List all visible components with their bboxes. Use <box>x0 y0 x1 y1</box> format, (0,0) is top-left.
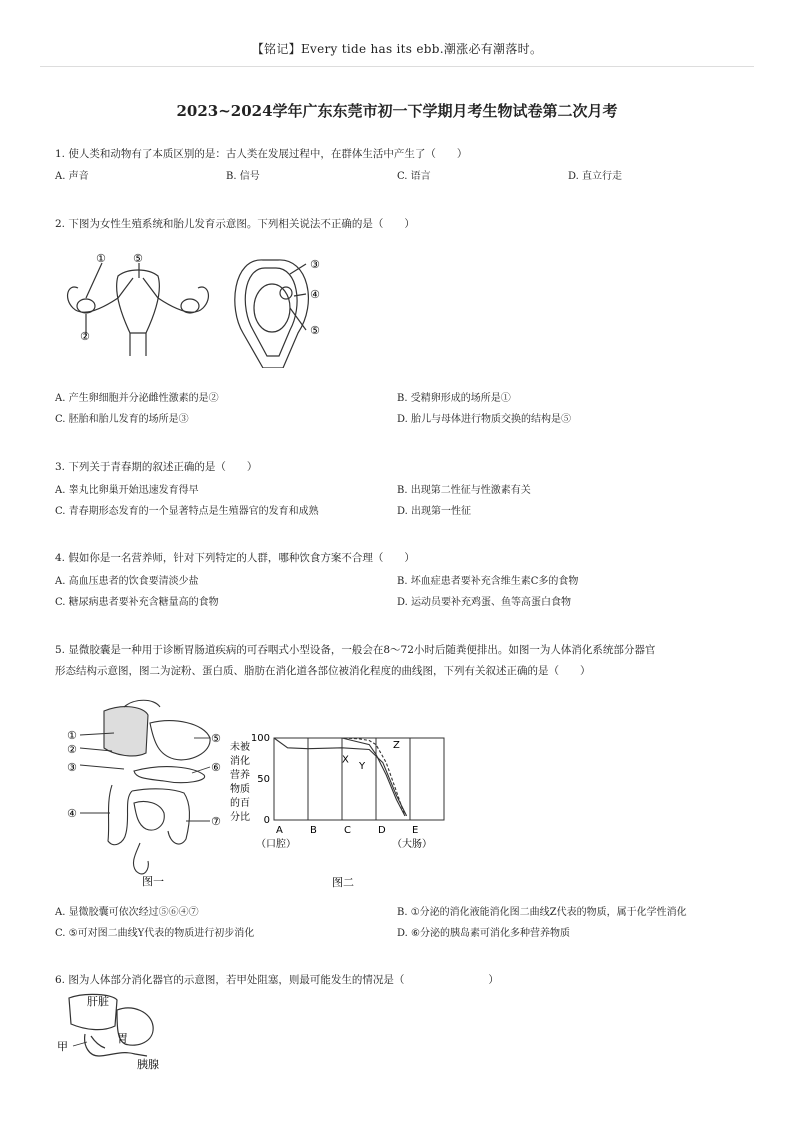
q2-option-c[interactable]: C. 胚胎和胎儿发育的场所是③ <box>55 414 189 425</box>
series-line-y <box>274 738 405 816</box>
q6-label-liver: 肝脏 <box>87 995 109 1008</box>
question-5-stem-line-2: 形态结构示意图，图二为淀粉、蛋白质、脂肪在消化道各部位被消化程度的曲线图，下列有关叙述正确的是（ ） <box>55 665 591 677</box>
x-tick-label: C <box>344 825 351 836</box>
question-2-stem: 2. 下图为女性生殖系统和胎儿发育示意图。下列相关说法不正确的是（ ） <box>55 218 415 230</box>
fetal-development-diagram <box>235 260 309 368</box>
series-label-z: Z <box>393 739 400 751</box>
q1-option-c[interactable]: C. 语言 <box>397 171 431 182</box>
q4-option-d[interactable]: D. 运动员要补充鸡蛋、鱼等高蛋白食物 <box>397 597 572 608</box>
q6-label-stomach: 胃 <box>117 1032 128 1045</box>
q2-option-b[interactable]: B. 受精卵形成的场所是① <box>397 393 511 404</box>
q3-option-a[interactable]: A. 睾丸比卵巢开始迅速发育得早 <box>55 485 199 496</box>
q6-label-pancreas: 胰腺 <box>137 1058 159 1071</box>
exam-title: 2023~2024学年广东东莞市初一下学期月考生物试卷第二次月考 <box>176 102 618 120</box>
y-tick-label: 50 <box>257 774 270 785</box>
x-tick-label: B <box>310 825 317 836</box>
fig1-label-2: ② <box>67 743 77 756</box>
question-5-stem-line-1: 5. 显微胶囊是一种用于诊断胃肠道疾病的可吞咽式小型设备，一般会在8～72小时后随粪便排出。如图一为人体消化系统部分器官 <box>55 644 656 656</box>
fig1-label-4: ④ <box>67 807 77 820</box>
q5-figure-1 <box>64 693 234 893</box>
y-axis-label <box>230 740 250 823</box>
q2-label-5-left: ⑤ <box>133 252 143 265</box>
q4-option-a[interactable]: A. 高血压患者的饮食要清淡少盐 <box>55 576 199 587</box>
y-tick-label: 100 <box>250 733 270 744</box>
motto: 【铭记】Every tide has its ebb.潮涨必有潮落时。 <box>251 42 543 56</box>
series-line-z <box>274 738 405 816</box>
question-3-stem: 3. 下列关于青春期的叙述正确的是（ ） <box>55 461 258 473</box>
x-tick-note: （口腔） <box>256 839 296 850</box>
q2-option-d[interactable]: D. 胎儿与母体进行物质交换的结构是⑤ <box>397 414 572 425</box>
q2-label-5-right: ⑤ <box>310 324 320 337</box>
q2-label-2: ② <box>80 330 90 343</box>
fig1-caption: 图一 <box>142 875 164 888</box>
question-6-stem: 6. 图为人体部分消化器官的示意图，若甲处阻塞，则最可能发生的情况是（ ） <box>55 974 499 986</box>
q5-option-d[interactable]: D. ⑥分泌的胰岛素可消化多种营养物质 <box>397 928 570 939</box>
fig2-caption: 图二 <box>332 876 354 889</box>
q2-label-1: ① <box>96 252 106 265</box>
y-label-line: 物质 <box>230 784 250 795</box>
q1-option-d[interactable]: D. 直立行走 <box>568 171 623 182</box>
q4-option-c[interactable]: C. 糖尿病患者要补充含糖量高的食物 <box>55 597 219 608</box>
q6-figure <box>55 990 175 1078</box>
y-tick-label: 0 <box>263 815 270 826</box>
x-tick-label: D <box>378 825 386 836</box>
plot-area <box>274 738 444 820</box>
y-axis-ticks <box>251 733 270 826</box>
q5-option-b[interactable]: B. ①分泌的消化液能消化图二曲线Z代表的物质，属于化学性消化 <box>397 907 687 918</box>
q2-figure <box>58 248 358 368</box>
q3-option-c[interactable]: C. 青春期形态发育的一个显著特点是生殖器官的发育和成熟 <box>55 506 319 517</box>
series-lines <box>274 738 407 816</box>
series-label-y: Y <box>359 761 366 773</box>
y-label-line: 未被 <box>230 742 250 753</box>
x-tick-label: A <box>276 825 283 836</box>
q5-option-c[interactable]: C. ⑤可对图二曲线Y代表的物质进行初步消化 <box>55 928 255 939</box>
q3-option-b[interactable]: B. 出现第二性征与性激素有关 <box>397 485 531 496</box>
q1-option-a[interactable]: A. 声音 <box>55 171 89 182</box>
y-label-line: 营养 <box>230 770 250 781</box>
q2-label-3: ③ <box>310 258 320 271</box>
q2-label-4: ④ <box>310 288 320 301</box>
x-tick-label: E <box>412 825 419 836</box>
fig1-label-5: ⑤ <box>211 732 221 745</box>
y-label-line: 消化 <box>230 756 250 767</box>
q3-option-d[interactable]: D. 出现第一性征 <box>397 506 472 517</box>
x-tick-note: （大肠） <box>392 839 432 850</box>
header-divider <box>40 66 754 67</box>
q5-option-a[interactable]: A. 显微胶囊可依次经过⑤⑥④⑦ <box>55 907 199 918</box>
digestion-chart <box>228 730 468 890</box>
q6-label-jia: 甲 <box>57 1040 68 1053</box>
plot-frame <box>274 738 444 820</box>
y-label-line: 的百 <box>230 798 250 809</box>
q2-option-a[interactable]: A. 产生卵细胞并分泌雌性激素的是② <box>55 393 219 404</box>
fig1-label-3: ③ <box>67 761 77 774</box>
question-1-stem: 1. 使人类和动物有了本质区别的是：古人类在发展过程中，在群体生活中产生了（ ） <box>55 148 468 160</box>
question-4-stem: 4. 假如你是一名营养师，针对下列特定的人群，哪种饮食方案不合理（ ） <box>55 552 415 564</box>
x-axis-ticks <box>256 825 432 850</box>
q1-option-b[interactable]: B. 信号 <box>226 171 260 182</box>
series-label-x: X <box>342 754 349 766</box>
fig1-label-7: ⑦ <box>211 815 221 828</box>
fig1-label-6: ⑥ <box>211 761 221 774</box>
fig1-label-1: ① <box>67 729 77 742</box>
q4-option-b[interactable]: B. 坏血症患者要补充含维生素C多的食物 <box>397 576 579 587</box>
y-label-line: 分比 <box>230 812 250 823</box>
